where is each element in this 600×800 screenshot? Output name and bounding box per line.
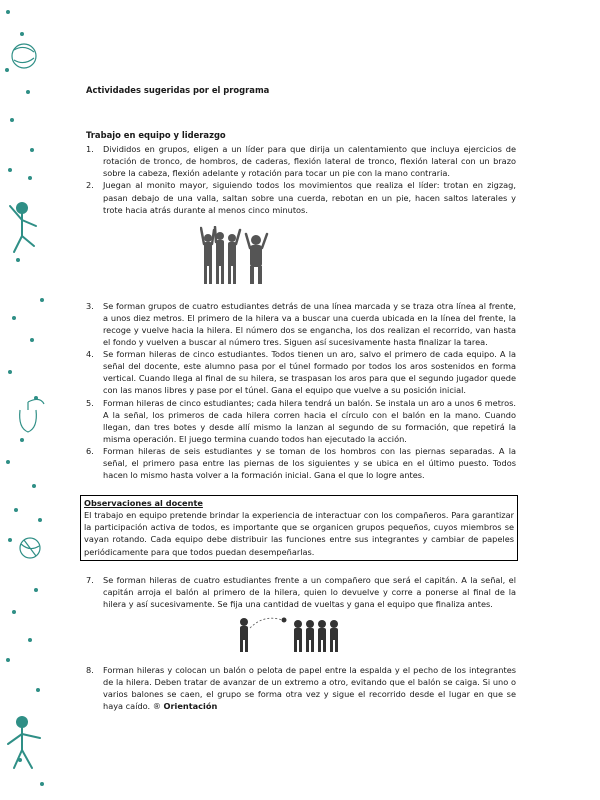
observations-title: Observaciones al docente [84, 498, 203, 509]
activity-text: Se forman hileras de cuatro estudiantes frente a un compañero que será el capitán. A la señal, el capitán arroja el balón al primero de la hilera, quien lo devuelve y corre a ponerse al final de la hilera y así sucesivamente. Se fija una cantidad de vueltas y gana el equipo que finaliza antes. [103, 574, 516, 609]
observations-text: El trabajo en equipo pretende brindar la experiencia de interactuar con los compañeros. Para garantizar la participación activa de todos, es importante que se organicen grupos pequeños, cuyos miembros se vayan rotando. Cada equipo debe distribuir las funciones entre sus integrantes y cambiar de papeles periódicamente para que todos puedan desempeñarlas. [84, 510, 514, 557]
activity-number: 6. [86, 445, 94, 456]
activity-text: Se forman grupos de cuatro estudiantes detrás de una línea marcada y se traza otra línea al frente, a unos diez metros. El primero de la hilera va a buscar una cuerda ubicada en la línea del frente, la recoge y vuelve hacia la hilera. El número dos se engancha, los dos realizan el recorrido, van hasta el fondo y vuelven a buscar al número tres. Siguen así sucesivamente hasta finalizar la tarea. [103, 300, 516, 348]
margin-decoration [0, 0, 60, 800]
activity-item [86, 348, 516, 396]
ball-throw-figure [86, 612, 516, 656]
activity-number: 1. [86, 144, 94, 155]
ball-throw-icon [234, 616, 344, 654]
activity-number: 8. [86, 664, 94, 675]
activity-list-c [86, 574, 516, 610]
activity-number: 2. [86, 180, 94, 191]
group-silhouettes-figure [86, 226, 516, 286]
activity-list-d [86, 664, 516, 712]
footer-tag: Orientación [163, 701, 218, 712]
activity-number: 3. [86, 300, 94, 311]
footer-symbol: ® [152, 701, 161, 712]
activity-text: Forman hileras y colocan un balón o pelota de papel entre la espalda y el pecho de los integrantes de la hilera. Deben tratar de avanzar de un extremo a otro, evitando que el balón se caiga. Si uno o varios balones se caen, el grupo se forma otra vez y sigue el recorrido desde el lugar en que se haya caído. [103, 664, 516, 712]
activity-item [86, 179, 516, 215]
section-title: Trabajo en equipo y liderazgo [86, 130, 226, 141]
document-body [86, 84, 516, 712]
group-silhouettes-icon [200, 226, 270, 286]
document-title: Actividades sugeridas por el programa [86, 85, 270, 95]
activity-text: Forman hileras de seis estudiantes y se toman de los hombros con las piernas separadas. A la señal, el primero pasa entre las piernas de los siguientes y se ubica en el último puesto. Todos hacen lo mismo hasta volver a la formación inicial. Gana el que lo logre antes. [103, 445, 516, 481]
activity-item [86, 664, 516, 712]
activity-item [86, 143, 516, 179]
activity-list-b [86, 300, 516, 481]
activity-text: Juegan al monito mayor, siguiendo todos los movimientos que realiza el líder: trotan en zigzag, pasan debajo de una valla, saltan sobre una cuerda, rebotan en un pie, hacen saltos laterales y trote hacia atrás durante al menos cinco minutos. [103, 180, 516, 215]
activity-text: Divididos en grupos, eligen a un líder para que dirija un calentamiento que incluya ejercicios de rotación de tronco, de hombros, de caderas, flexión lateral de tronco, flexión lateral con un brazo sobre la cabeza, flexión adelante y rotación para tocar un pie con la mano contraria. [103, 144, 516, 179]
activity-number: 7. [86, 574, 94, 585]
activity-list-a [86, 143, 516, 216]
activity-item [86, 574, 516, 610]
activity-item [86, 300, 516, 348]
activity-number: 5. [86, 397, 94, 408]
activity-text: Se forman hileras de cinco estudiantes. Todos tienen un aro, salvo el primero de cada equipo. A la señal del docente, este alumno pasa por el túnel formado por todos los aros sostenidos en forma vertical. Cuando llega al final de su hilera, se traspasan los aros para que el segundo jugador quede con las manos libres y pase por el túnel. Gana el equipo que vuelve a su posición inicial. [103, 349, 516, 396]
activity-item [86, 397, 516, 445]
activity-number: 4. [86, 349, 94, 360]
activity-text: Forman hileras de cinco estudiantes; cada hilera tendrá un balón. Se instala un aro a unos 6 metros. A la señal, los primeros de cada hilera corren hacia el círculo con el balón en la mano. Cuando llegan, dan tres botes y desde allí mismo la lanzan al segundo de su formación, que repetirá la misma operación. El juego termina cuando todos han ejecutado la acción. [103, 397, 516, 444]
observations-box [80, 495, 518, 560]
activity-item [86, 445, 516, 481]
